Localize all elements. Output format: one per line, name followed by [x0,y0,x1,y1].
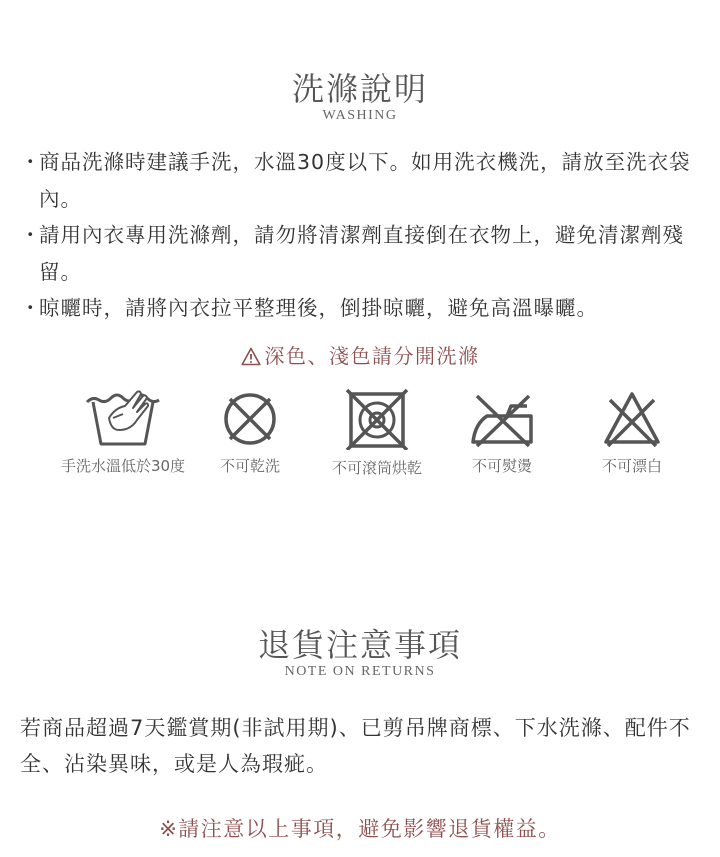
washing-item-text: 商品洗滌時建議手洗，水溫30度以下。如用洗衣機洗，請放至洗衣袋內。 [39,150,691,211]
bullet: ・ [20,150,42,174]
returns-section-title [0,626,720,680]
no-iron-icon [452,388,552,448]
washing-item [20,290,710,327]
care-symbol-no-dry-clean [198,388,302,476]
washing-item [20,217,710,290]
warning-triangle-icon [241,345,261,373]
returns-notice: ※請注意以上事項，避免影響退貨權益。 [159,817,561,841]
washing-item-text: 請用內衣專用洗滌劑，請勿將清潔劑直接倒在衣物上，避免清潔劑殘留。 [39,223,684,284]
care-label: 不可滾筒烘乾 [331,459,422,477]
washing-title-en: WASHING [322,108,398,123]
care-label: 手洗水溫低於30度 [60,457,186,475]
warning-text: 深色、淺色請分開洗滌 [264,344,480,368]
hand-wash-icon [48,388,198,448]
washing-item-text: 晾曬時，請將內衣拉平整理後，倒掛晾曬，避免高溫曝曬。 [39,296,598,320]
washing-instructions-list [20,144,710,327]
returns-policy-text: 若商品超過7天鑑賞期(非試用期)、已剪吊牌商標、下水洗滌、配件不全、沾染異味，或是人為瑕疵。 [20,716,691,776]
washing-item [20,144,710,217]
bullet: ・ [20,223,42,247]
care-symbol-no-iron [452,388,552,476]
no-tumble-dry-icon [312,388,442,450]
care-label: 不可乾洗 [219,457,280,475]
care-symbol-no-tumble-dry [312,388,442,478]
care-symbols-row [0,388,720,498]
care-label: 不可漂白 [601,457,662,475]
returns-title-en: NOTE ON RETURNS [284,664,436,679]
separate-wash-warning [0,342,720,373]
washing-section-title [0,70,720,124]
care-symbol-no-bleach [582,388,682,476]
no-bleach-icon [582,388,682,448]
bullet: ・ [20,296,42,320]
no-dry-clean-icon [198,388,302,448]
washing-title-zh: 洗滌說明 [291,70,428,108]
care-label: 不可熨燙 [471,457,532,475]
care-symbol-hand-wash [48,388,198,476]
returns-title-zh: 退貨注意事項 [257,626,462,664]
